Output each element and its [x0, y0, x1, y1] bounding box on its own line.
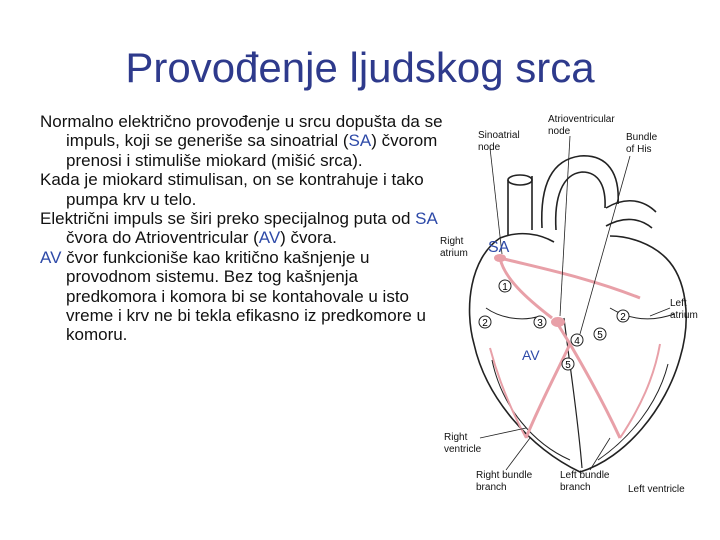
step-number: 2 [620, 312, 626, 323]
label-right-ventricle-1: Right [444, 432, 468, 443]
label-atrioventricular-1: Atrioventricular [548, 114, 615, 125]
text-run: čvora do Atrioventricular ( [66, 228, 259, 248]
paragraph [40, 248, 450, 345]
step-number: 4 [574, 336, 580, 347]
paragraph [40, 209, 450, 248]
av-node [551, 317, 565, 327]
step-number: 3 [537, 318, 543, 329]
highlight-term: AV [258, 228, 281, 248]
label-right-atrium-1: Right [440, 236, 464, 247]
text-run: Kada je miokard stimulisan, on se kontrahuje i tako pumpa krv u telo. [40, 170, 424, 209]
label-bundle-his-1: Bundle [626, 132, 658, 143]
label-sinoatrial-1: Sinoatrial [478, 130, 520, 141]
conduction-pathway [490, 258, 660, 438]
paragraph [40, 170, 450, 209]
highlight-term: SA [348, 131, 372, 151]
label-atrioventricular-2: node [548, 126, 571, 137]
step-number: 1 [502, 282, 508, 293]
label-right-bundle-1: Right bundle [476, 470, 533, 481]
label-right-ventricle-2: ventricle [444, 444, 482, 455]
label-sinoatrial-2: node [478, 142, 501, 153]
step-number: 5 [565, 360, 571, 371]
label-left-atrium-2: atrium [670, 310, 698, 321]
overlay-sa: SA [488, 239, 510, 256]
text-run: ) čvora. [280, 228, 337, 248]
label-left-bundle-1: Left bundle [560, 470, 610, 481]
label-right-bundle-2: branch [476, 482, 507, 493]
step-number: 5 [597, 330, 603, 341]
slide-title: Provođenje ljudskog srca [125, 44, 595, 91]
highlight-term: SA [415, 209, 437, 229]
text-run: Normalno električno provođenje u srcu dopušta da se impuls, koji se generiše sa sinoatrial ( [40, 112, 443, 151]
step-number: 2 [482, 318, 488, 329]
text-run: ) čvorom prenosi i stimuliše miokard (mišić srca). [66, 131, 438, 170]
label-left-ventricle: Left ventricle [628, 484, 685, 495]
paragraph [40, 112, 450, 170]
label-left-atrium-1: Left [670, 298, 687, 309]
label-bundle-his-2: of His [626, 144, 652, 155]
heart-conduction-diagram [430, 108, 720, 508]
overlay-av: AV [522, 347, 540, 363]
label-right-atrium-2: atrium [440, 248, 468, 259]
body-text [40, 112, 450, 345]
text-run: čvor funkcioniše kao kritično kašnjenje u provodnom sistemu. Bez tog kašnjenja predkomora i komora bi se kontahovale u isto vreme i krv ne bi tekla efikasno iz predkomore u komoru. [61, 247, 426, 345]
heart-outline [470, 156, 687, 472]
text-run: Električni impuls se širi preko specijalnog puta od [40, 209, 416, 229]
highlight-term: AV [40, 247, 62, 267]
label-left-bundle-2: branch [560, 482, 591, 493]
